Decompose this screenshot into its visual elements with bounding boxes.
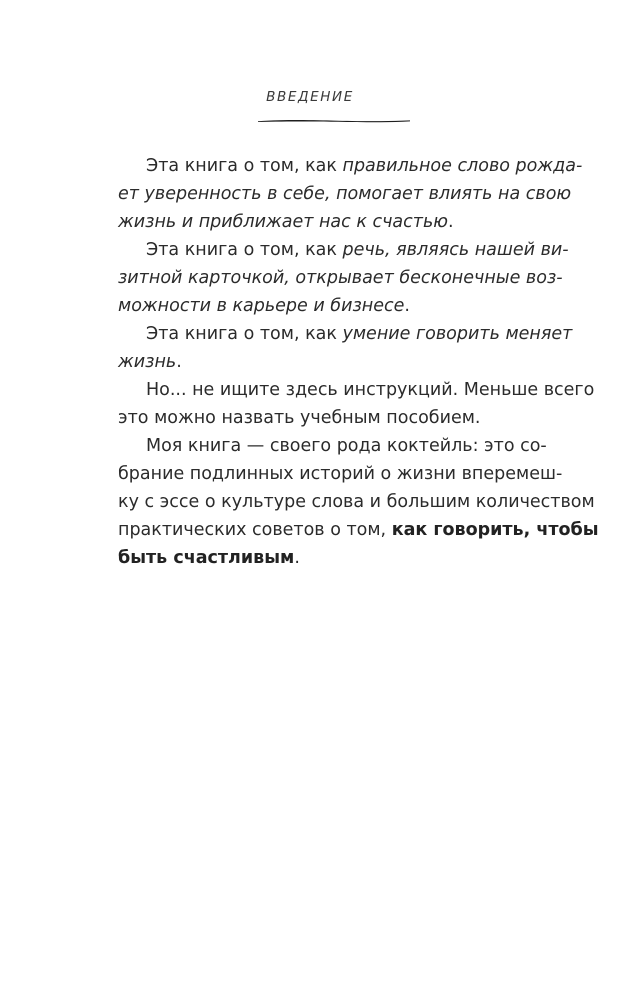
plain-text: брание подлинных историй о жизни вперемеш- xyxy=(118,464,563,484)
paragraph xyxy=(118,152,583,236)
text-line xyxy=(118,432,546,460)
header-divider xyxy=(258,117,410,125)
text-line xyxy=(118,292,546,320)
plain-text: ку с эссе о культуре слова и большим количеством xyxy=(118,492,595,512)
plain-text: это можно назвать учебным пособием. xyxy=(118,408,481,428)
text-line xyxy=(118,488,595,516)
text-line xyxy=(118,460,563,488)
text-line xyxy=(118,152,583,180)
bold-text: как говорить, чтобы xyxy=(391,520,599,540)
text-line xyxy=(118,236,569,264)
plain-text: Эта книга о том, как xyxy=(146,240,343,260)
text-line xyxy=(118,180,572,208)
plain-text: . xyxy=(448,212,454,232)
italic-text: зитной карточкой, открывает бесконечные воз- xyxy=(118,268,563,288)
introduction-text xyxy=(118,152,599,572)
plain-text: Но... не ищите здесь инструкций. Меньше всего xyxy=(146,380,595,400)
paragraph xyxy=(118,236,569,320)
chapter-header xyxy=(0,86,620,105)
text-line xyxy=(118,404,546,432)
paragraph xyxy=(118,432,599,572)
text-line xyxy=(118,516,599,544)
plain-text: . xyxy=(294,548,300,568)
italic-text: жизнь xyxy=(118,352,177,372)
bold-text: быть счастливым xyxy=(118,548,295,568)
italic-text: правильное слово рожд xyxy=(342,156,566,176)
text-line xyxy=(118,348,546,376)
italic-text: умение говорить меняет xyxy=(342,324,573,344)
paragraph xyxy=(118,320,573,376)
plain-text: Эта книга о том, как xyxy=(146,324,343,344)
italic-text: жизнь и приближает нас к счастью xyxy=(118,212,449,232)
text-line xyxy=(118,376,595,404)
paragraph xyxy=(118,376,595,432)
text-line xyxy=(118,320,573,348)
chapter-title: ВВЕДЕНИЕ xyxy=(266,89,354,105)
text-line xyxy=(118,544,546,572)
italic-text: а- xyxy=(565,156,583,176)
italic-text: можности в карьере и бизнесе xyxy=(118,296,405,316)
plain-text: Моя книга — своего рода коктейль: это со- xyxy=(146,436,547,456)
italic-text: ет уверенность в себе, помогает влиять на свою xyxy=(118,184,572,204)
plain-text: Эта книга о том, как xyxy=(146,156,343,176)
text-line xyxy=(118,208,546,236)
plain-text: практических советов о том, xyxy=(118,520,392,540)
plain-text: . xyxy=(404,296,410,316)
italic-text: речь, являясь нашей ви- xyxy=(342,240,569,260)
plain-text: . xyxy=(176,352,182,372)
text-line xyxy=(118,264,563,292)
